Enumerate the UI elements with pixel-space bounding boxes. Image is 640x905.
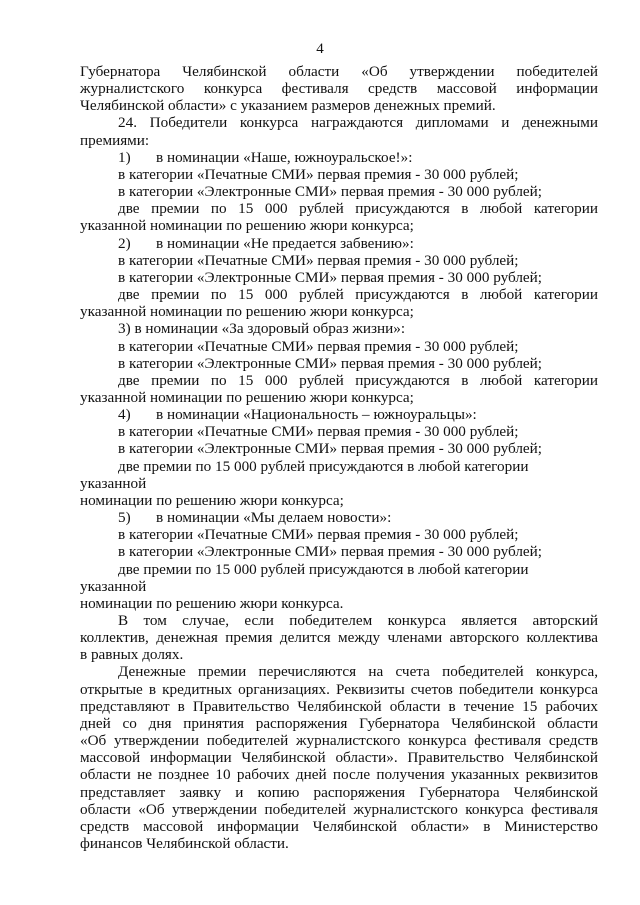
text-line: в категории «Печатные СМИ» первая премия - 30 000 рублей; [118,423,519,441]
text-line: финансов Челябинской области. [80,835,289,853]
text-line: в категории «Электронные СМИ» первая премия - 30 000 рублей; [118,354,543,372]
text-line: две премии по 15 000 рублей присуждаются в любой категории указанной [80,457,529,492]
list-number: 5) [118,509,131,527]
text-line: открытые в кредитных организациях. Реквизиты счетов победители конкурса [80,680,598,698]
text-line: указанной номинации по решению жюри конкурса; [80,303,414,321]
text-line: в категории «Электронные СМИ» первая премия - 30 000 рублей; [118,440,543,458]
text-line: средств массовой информации Челябинской области» в Министерство [80,817,598,835]
text-line: «Об утверждении победителей журналистского конкурса фестиваля средств [80,732,598,750]
text-line: Губернатора Челябинской области «Об утверждении победителей [80,63,598,80]
nomination-2-heading [80,235,598,252]
collective-paragraph: В том случае, если победителем конкурса является авторский [118,612,598,629]
text-line: в категории «Печатные СМИ» первая премия - 30 000 рублей; [118,526,519,544]
nomination-title: в номинации «Мы делаем новости»: [156,509,392,527]
document-body [80,63,598,852]
nomination-1-heading [80,149,598,166]
text-line: в категории «Электронные СМИ» первая премия - 30 000 рублей; [118,543,543,561]
text-line: указанной номинации по решению жюри конкурса; [80,388,414,406]
text-line: коллектив, денежная премия делится между членами авторского коллектива [80,629,598,647]
text-line: дней со дня принятия распоряжения Губернатора Челябинской области [80,714,598,732]
text-line: номинации по решению жюри конкурса. [80,594,344,612]
text-line: представляет заявку и копию распоряжения Губернатора Челябинской [80,783,598,801]
text-line: области «Об утверждении победителей журналистского конкурса фестиваля [80,800,598,818]
text-line: премиями: [80,131,150,149]
nomination-4-heading [80,406,598,423]
payment-paragraph: Денежные премии перечисляются на счета победителей конкурса, [118,663,598,681]
text-line: в категории «Печатные СМИ» первая премия - 30 000 рублей; [118,165,519,183]
list-number: 2) [118,234,131,252]
text-line: Челябинской области» с указанием размеров денежных премий. [80,97,496,115]
text-line: в категории «Печатные СМИ» первая премия - 30 000 рублей; [118,337,519,355]
text-line: в категории «Печатные СМИ» первая премия - 30 000 рублей; [118,251,519,269]
text-line: журналистского конкурса фестиваля средств массовой информации [80,80,598,98]
text-line: представляют в Правительство Челябинской области в течение 15 рабочих [80,697,598,715]
nomination-5-heading [80,509,598,526]
list-number: 4) [118,406,131,424]
text-line: в категории «Электронные СМИ» первая премия - 30 000 рублей; [118,183,543,201]
text-line: указанной номинации по решению жюри конкурса; [80,217,414,235]
nomination-3-heading: 3) в номинации «За здоровый образ жизни»: [118,320,406,338]
text-line: две премии по 15 000 рублей присуждаются в любой категории [118,200,598,218]
nomination-title: в номинации «Наше, южноуральское!»: [156,148,413,166]
paragraph-24-heading: 24. Победители конкурса награждаются дипломами и денежными [118,114,598,132]
list-number: 1) [118,148,131,166]
text-line: массовой информации Челябинской области». Правительство Челябинской [80,749,598,767]
page-number: 4 [316,41,324,57]
text-line: области не позднее 10 рабочих дней после получения указанных реквизитов [80,766,598,784]
text-line: две премии по 15 000 рублей присуждаются в любой категории [118,371,598,389]
text-line: в равных долях. [80,646,184,664]
text-line: две премии по 15 000 рублей присуждаются в любой категории указанной [80,560,529,595]
text-line: в категории «Электронные СМИ» первая премия - 30 000 рублей; [118,268,543,286]
text-line: две премии по 15 000 рублей присуждаются в любой категории [118,286,598,304]
nomination-title: в номинации «Не предается забвению»: [156,234,414,252]
text-line: номинации по решению жюри конкурса; [80,491,344,509]
nomination-title: в номинации «Национальность – южноуральцы»: [156,406,477,424]
